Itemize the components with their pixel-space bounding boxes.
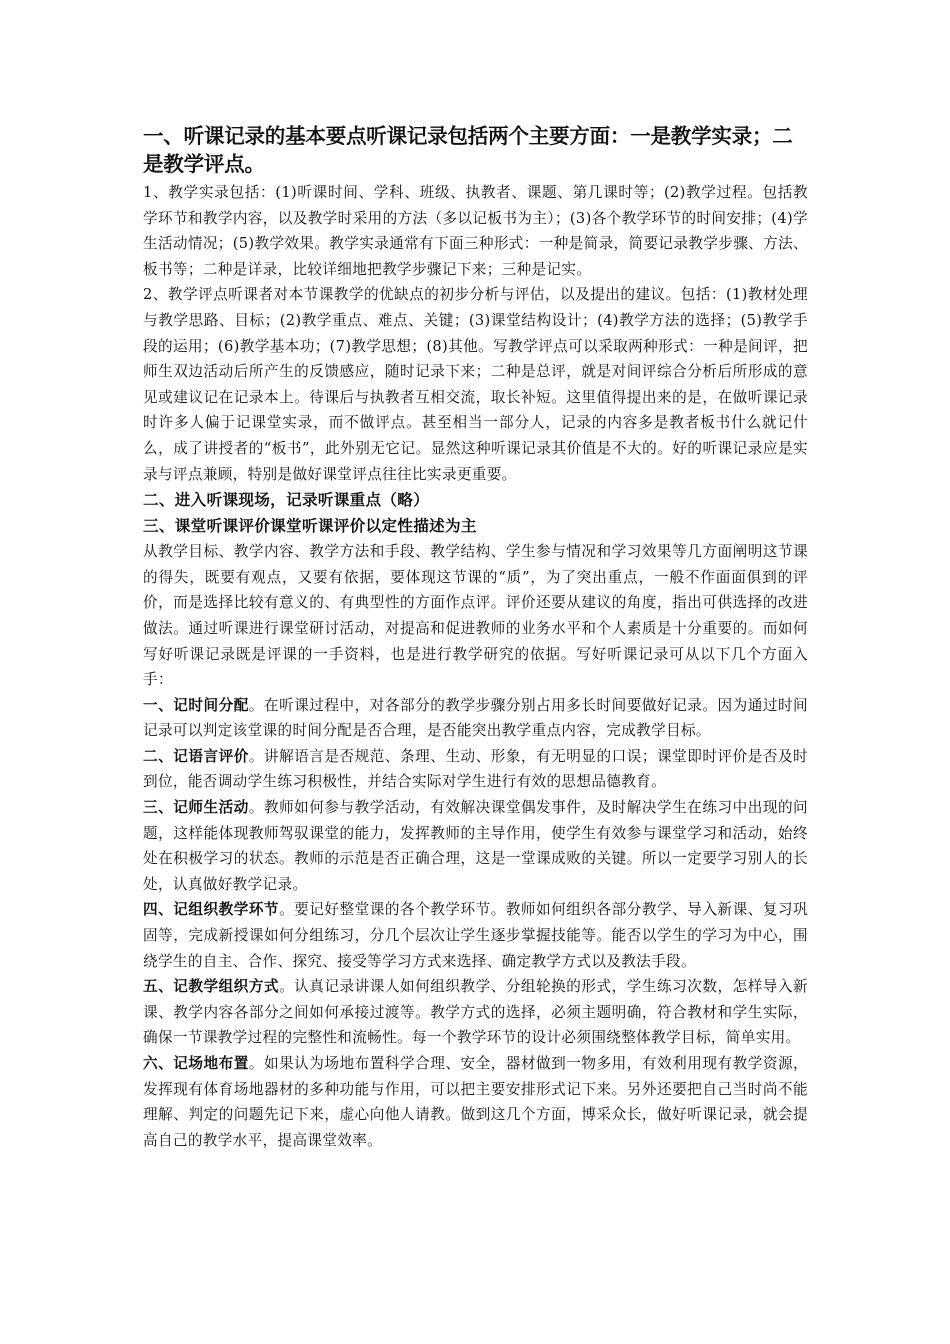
list-item: [143, 897, 808, 974]
item-text: 。认真记录讲课人如何组织教学、分组轮换的形式，学生练习次数，怎样导入新课、教学内容各部分之间如何承接过渡等。教学方式的选择，必须主题明确，符合教材和学生实际，确保一节课教学过程的完整性和流畅性。每一个教学环节的设计必须围绕整体教学目标，简单实用。: [143, 978, 808, 1047]
item-lead: 一、记时间分配: [143, 696, 249, 714]
item-lead: 五、记教学组织方式: [143, 978, 280, 996]
item-text: 。如果认为场地布置科学合理、安全，器材做到一物多用，有效利用现有教学资源，发挥现有体育场地器材的多种功能与作用，可以把主要安排形式记下来。另外还要把自己当时尚不能理解、判定的问题先记下来，虚心向他人请教。做到这几个方面，博采众长，做好听课记录，就会提高自己的教学水平，提高课堂效率。: [143, 1055, 809, 1149]
section-heading-enter-classroom: 二、进入听课现场，记录听课重点（略）: [143, 491, 430, 510]
list-item: [143, 744, 808, 795]
list-item: [143, 1051, 808, 1153]
document-title: 一、听课记录的基本要点听课记录包括两个主要方面：一是教学实录；二是教学评点。: [143, 124, 793, 176]
document-page: [143, 122, 808, 1153]
list-item: [143, 693, 808, 744]
item-lead: 二、记语言评价: [143, 747, 249, 765]
paragraph-evaluation-intro: 从教学目标、教学内容、教学方法和手段、教学结构、学生参与情况和学习效果等几方面阐明这节课的得失，既要有观点，又要有依据，要体现这节课的“质”，为了突出重点，一般不作面面俱到的评价，而是选择比较有意义的、有典型性的方面作点评。评价还要从建议的角度，指出可供选择的改进做法。通过听课进行课堂研讨活动，对提高和促进教师的业务水平和个人素质是十分重要的。而如何写好听课记录既是评课的一手资料，也是进行教学研究的依据。写好听课记录可从以下几个方面入手：: [143, 543, 808, 689]
item-lead: 三、记师生活动: [143, 799, 249, 817]
item-text: 。教师如何参与教学活动，有效解决课堂偶发事件，及时解决学生在练习中出现的问题，这样能体现教师驾驭课堂的能力，发挥教师的主导作用，使学生有效参与课堂学习和活动，始终处在积极学习的状态。教师的示范是否正确合理，这是一堂课成败的关键。所以一定要学习别人的长处，认真做好教学记录。: [143, 799, 809, 893]
paragraph-teaching-comment: 2、教学评点听课者对本节课教学的优缺点的初步分析与评估，以及提出的建议。包括：(1)教材处理与教学思路、目标；(2)教学重点、难点、关键；(3)课堂结构设计；(4)教学方法的选择；(5)教学手段的运用；(6)教学基本功；(7)教学思想；(8)其他。写教学评点可以采取两种形式：一种是间评，把师生双边活动后所产生的反馈感应，随时记录下来；二种是总评，就是对间评综合分析后所形成的意见或建议记在记录本上。待课后与执教者互相交流，取长补短。这里值得提出来的是，在做听课记录时许多人偏于记课堂实录，而不做评点。甚至相当一部分人，记录的内容多是教者板书什么就记什么，成了讲授者的“板书”，此外别无它记。显然这种听课记录其价值是不大的。好的听课记录应是实录与评点兼顾，特别是做好课堂评点往往比实录更重要。: [143, 286, 808, 483]
paragraph-teaching-record: 1、教学实录包括：(1)听课时间、学科、班级、执教者、课题、第几课时等；(2)教学过程。包括教学环节和教学内容，以及教学时采用的方法（多以记板书为主）；(3)各个教学环节的时间安排；(4)学生活动情况；(5)教学效果。教学实录通常有下面三种形式：一种是简录，简要记录教学步骤、方法、板书等；二种是详录，比较详细地把教学步骤记下来；三种是记实。: [143, 184, 808, 278]
item-text: 。讲解语言是否规范、条理、生动、形象，有无明显的口误；课堂即时评价是否及时到位，能否调动学生练习积极性，并结合实际对学生进行有效的思想品德教育。: [143, 747, 809, 791]
item-lead: 四、记组织教学环节: [143, 901, 280, 919]
item-text: 。在听课过程中，对各部分的教学步骤分别占用多长时间要做好记录。因为通过时间记录可以判定该堂课的时间分配是否合理，是否能突出教学重点内容，完成教学目标。: [143, 696, 809, 740]
item-lead: 六、记场地布置: [143, 1055, 249, 1072]
list-item: [143, 974, 808, 1051]
section-heading-classroom-evaluation: 三、课堂听课评价课堂听课评价以定性描述为主: [143, 517, 477, 536]
list-item: [143, 795, 808, 897]
item-text: 。要记好整堂课的各个教学环节。教师如何组织各部分教学、导入新课、复习巩固等，完成新授课如何分组练习，分几个层次让学生逐步掌握技能等。能否以学生的学习为中心，围绕学生的自主、合作、探究、接受等学习方式来选择、确定教学方式以及教法手段。: [143, 901, 808, 970]
